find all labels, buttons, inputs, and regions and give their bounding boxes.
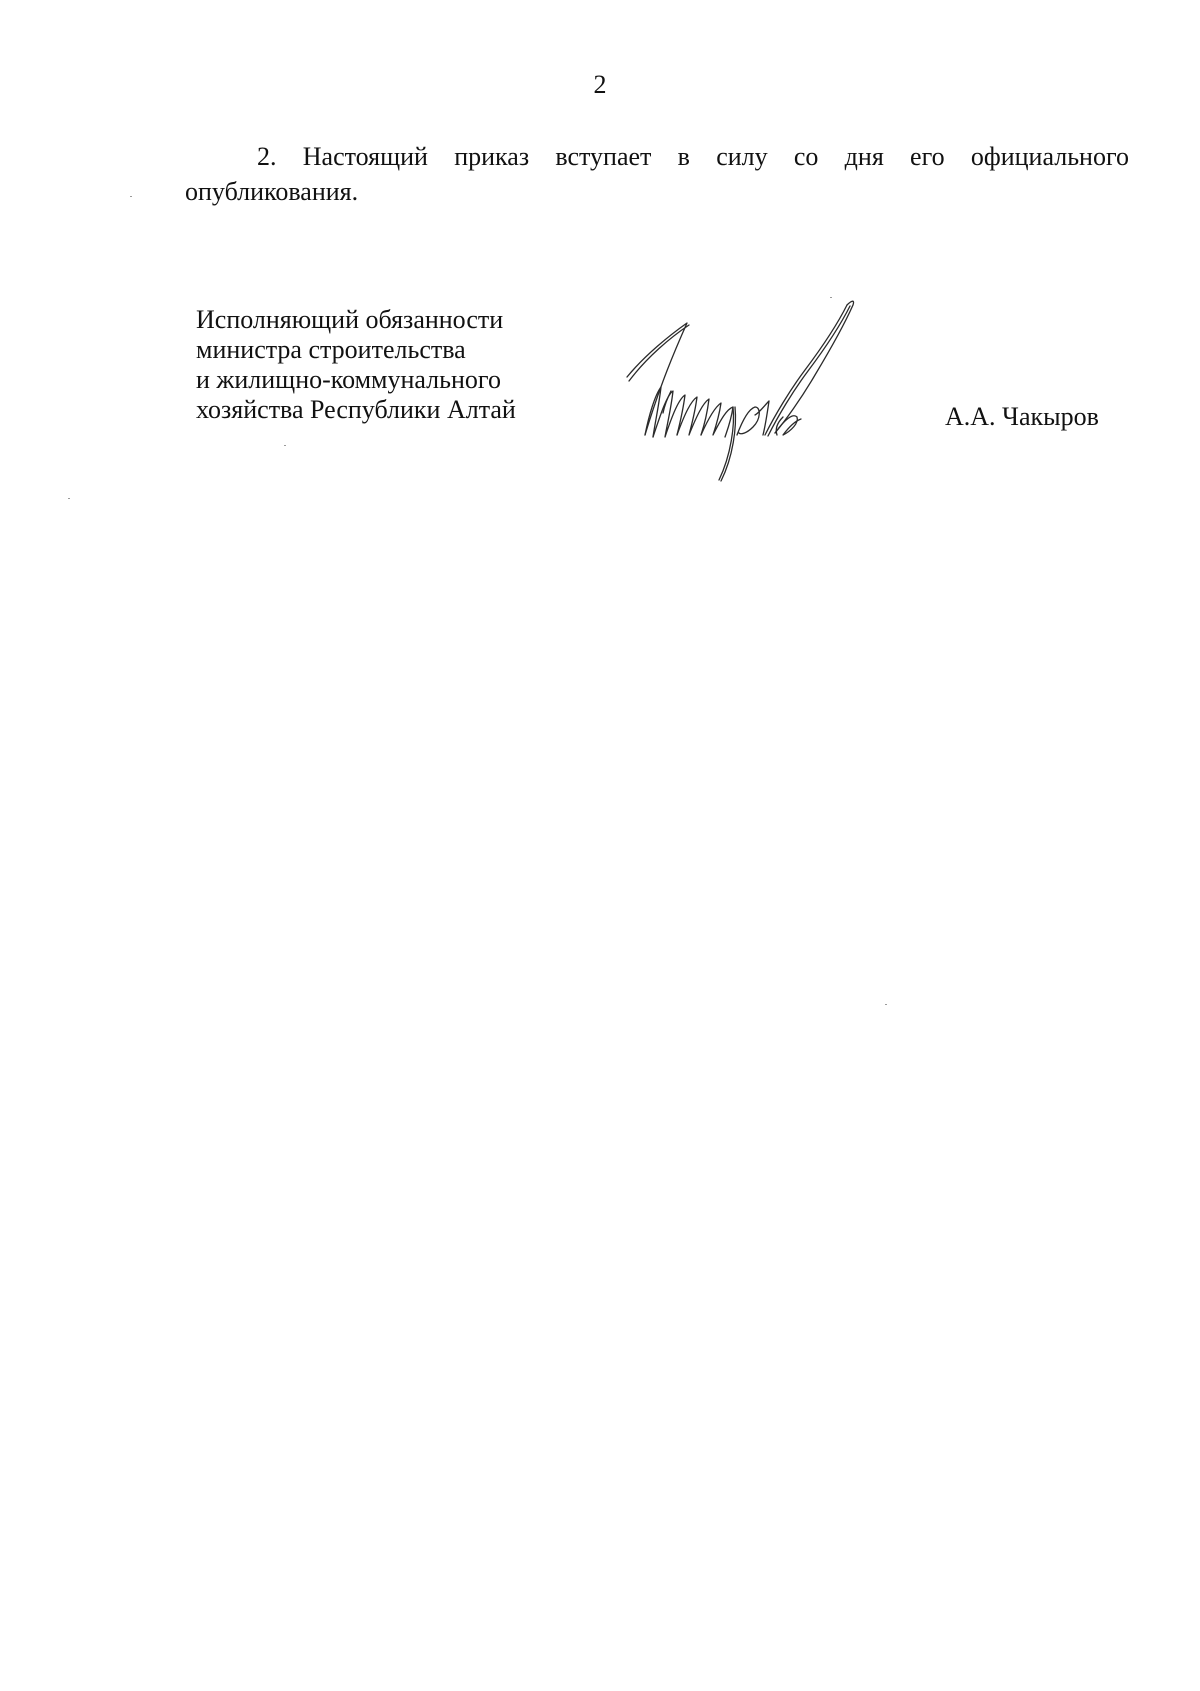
scan-speck [885,1004,887,1005]
scan-speck [130,196,132,197]
scan-speck [68,498,70,499]
scan-speck [830,297,832,298]
body-paragraph [185,139,1129,209]
page-number: 2 [593,70,607,99]
signer-name: А.А. Чакыров [945,402,1099,431]
signer-title-line: министра строительства [196,335,466,364]
signer-title-line: и жилищно-коммунального [196,365,501,394]
signer-title-line: Исполняющий обязанности [196,305,504,334]
signer-title [196,305,516,425]
paragraph-line-1: 2. Настоящий приказ вступает в силу со дня его официального [257,142,1129,171]
scan-speck [284,445,286,446]
paragraph-line-2: опубликования. [185,177,359,206]
signer-title-line: хозяйства Республики Алтай [196,395,516,424]
handwritten-signature [615,295,885,495]
